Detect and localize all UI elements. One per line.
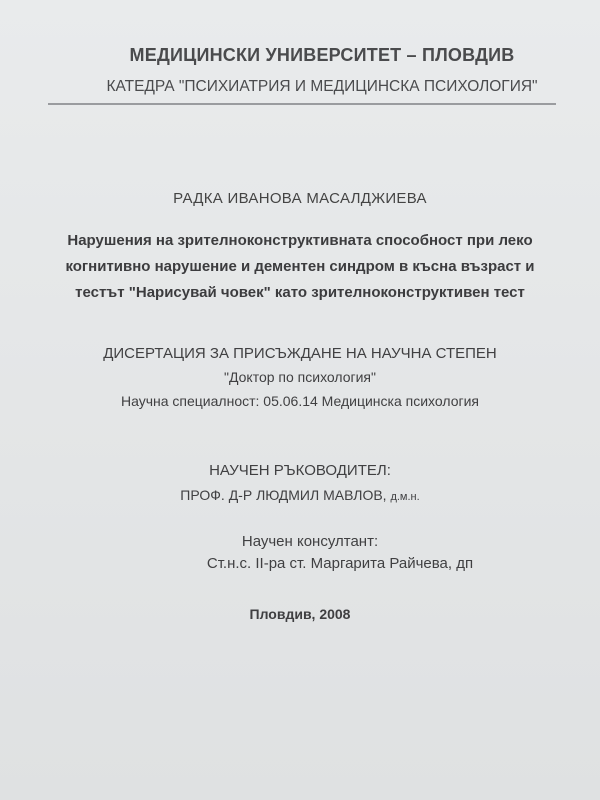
supervisor-name-line — [0, 487, 600, 503]
consultant-name: Ст.н.с. II-ра ст. Маргарита Райчева, дп — [206, 555, 474, 572]
supervisor-title: д.м.н. — [390, 491, 420, 503]
dissertation-title-line-3: тестът "Нарисувай човек" като зрителноконструктивен тест — [75, 284, 525, 301]
author-name: РАДКА ИВАНОВА МАСАЛДЖИЕВА — [173, 190, 427, 207]
degree-name: "Доктор по психология" — [224, 369, 376, 385]
specialty: Научна специалност: 05.06.14 Медицинска психология — [120, 393, 479, 409]
department-name: КАТЕДРА "ПСИХИАТРИЯ И МЕДИЦИНСКА ПСИХОЛОГИЯ" — [106, 78, 538, 95]
header-divider — [48, 103, 556, 105]
dissertation-title-line-1: Нарушения на зрителноконструктивната способност при леко — [67, 232, 533, 249]
consultant-heading: Научен консултант: — [241, 533, 379, 550]
supervisor-heading: НАУЧЕН РЪКОВОДИТЕЛ: — [209, 462, 391, 479]
place-and-year: Пловдив, 2008 — [249, 606, 351, 622]
supervisor-name: ПРОФ. Д-Р ЛЮДМИЛ МАВЛОВ, — [180, 487, 387, 503]
university-name: МЕДИЦИНСКИ УНИВЕРСИТЕТ – ПЛОВДИВ — [129, 45, 515, 65]
dissertation-heading: ДИСЕРТАЦИЯ ЗА ПРИСЪЖДАНЕ НА НАУЧНА СТЕПЕН — [103, 345, 497, 362]
dissertation-title-line-2: когнитивно нарушение и дементен синдром в късна възраст и — [65, 258, 535, 275]
